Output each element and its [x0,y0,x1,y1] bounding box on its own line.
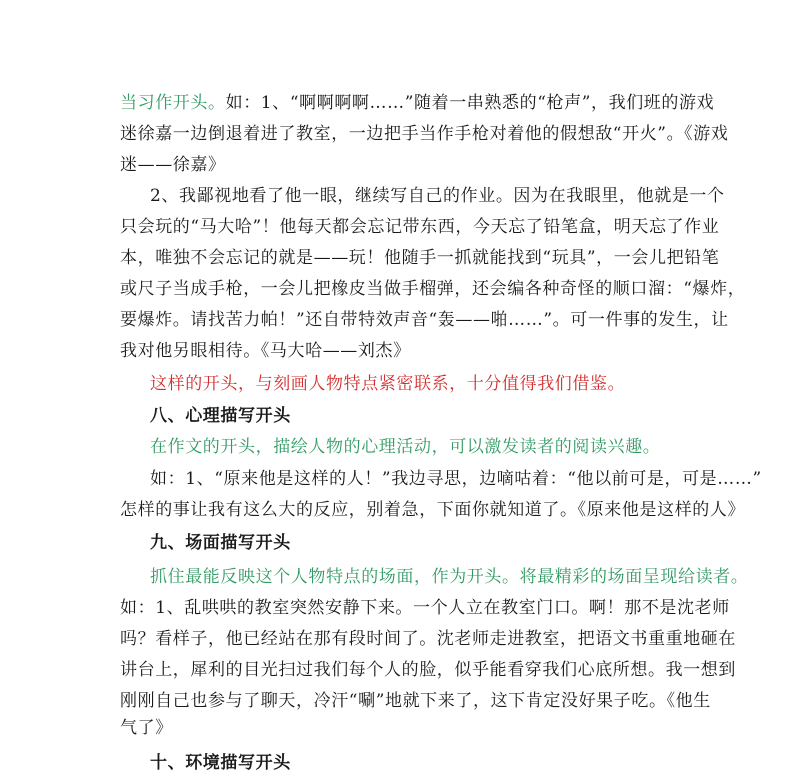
green-lead-text: 当习作开头。 [120,93,226,113]
paragraph1-line1-text: 如：1、“啊啊啊啊……”随着一串熟悉的“枪声”，我们班的游戏 [225,93,715,113]
section9-tip: 抓住最能反映这个人物特点的场面，作为开头。将最精彩的场面呈现给读者。 [150,567,749,587]
section9-heading: 九、场面描写开头 [150,533,291,553]
section9-example-line2: 吗？看样子，他已经站在那有段时间了。沈老师走进教室，把语文书重重地砸在 [120,629,736,649]
paragraph2-line6: 我对他另眼相待。《马大哈——刘杰》 [120,341,411,361]
paragraph2-line4: 或尺子当成手枪，一会儿把橡皮当做手榴弹，还会编各种奇怪的顺口溜：“爆炸， [120,279,746,299]
section9-example-line1: 如：1、乱哄哄的教室突然安静下来。一个人立在教室门口。啊！那不是沈老师 [120,598,730,618]
paragraph2-line2: 只会玩的“马大哈”！他每天都会忘记带东西，今天忘了铅笔盒，明天忘了作业 [120,217,720,237]
paragraph2-line5: 要爆炸。请找苦力帕！”还自带特效声音“轰——啪……”。可一件事的发生，让 [120,310,729,330]
section9-example-line4: 刚刚自己也参与了聊天，冷汗“唰”地就下来了，这下肯定没好果子吃。《他生 [120,691,711,711]
paragraph2-line1: 2、我鄙视地看了他一眼，继续写自己的作业。因为在我眼里，他就是一个 [150,186,725,206]
section9-example-line5: 气了》 [120,718,173,738]
paragraph1-line3: 迷——徐嘉》 [120,155,226,175]
section8-tip: 在作文的开头，描绘人物的心理活动，可以激发读者的阅读兴趣。 [150,437,661,457]
section9-example-line3: 讲台上，犀利的目光扫过我们每个人的脸，似乎能看穿我们心底所想。我一想到 [120,660,736,680]
section8-example-line2: 怎样的事让我有这么大的反应，别着急，下面你就知道了。《原来他是这样的人》 [120,500,746,520]
section8-example-line1: 如：1、“原来他是这样的人！”我边寻思，边嘀咕着：“他以前可是，可是……” [150,469,762,489]
paragraph2-line3: 本，唯独不会忘记的就是——玩！他随手一抓就能找到“玩具”，一会儿把铅笔 [120,248,720,268]
section8-heading: 八、心理描写开头 [150,406,291,426]
section10-heading: 十、环境描写开头 [150,753,291,773]
paragraph1-line1 [120,92,715,114]
paragraph1-line2: 迷徐嘉一边倒退着进了教室，一边把手当作手枪对着他的假想敌“开火”。《游戏 [120,124,729,144]
red-note: 这样的开头，与刻画人物特点紧密联系，十分值得我们借鉴。 [150,374,626,394]
